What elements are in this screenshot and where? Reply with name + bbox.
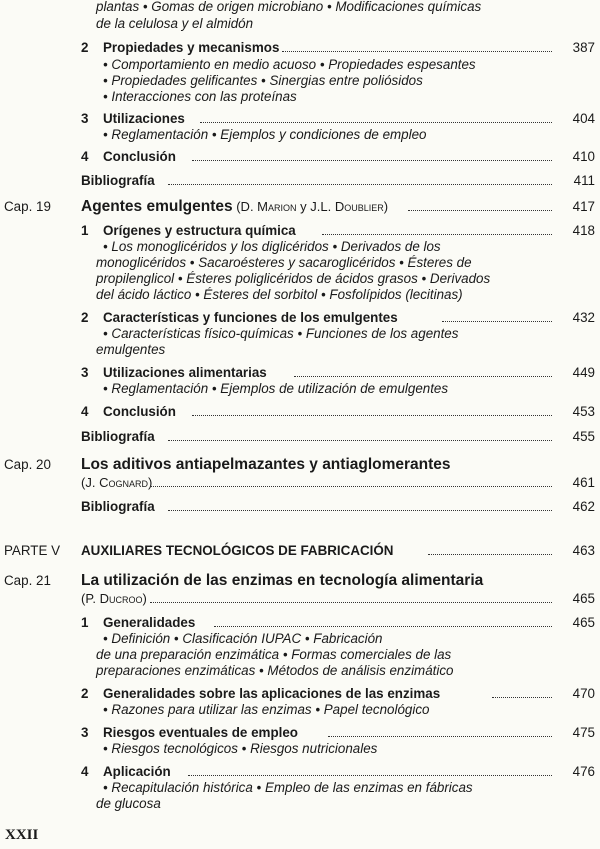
dot-leader (188, 763, 552, 780)
page-number: 470 (572, 686, 595, 701)
toc-entry-ch20-bibliography[interactable]: Bibliografía 462 (81, 499, 595, 514)
dot-leader (408, 198, 552, 215)
toc-entry-ch19-sec1[interactable]: 1 Orígenes y estructura química 418 (81, 223, 595, 238)
page-footer (0, 827, 600, 844)
toc-entry-ch18-sec3[interactable]: 3 Utilizaciones 404 (81, 111, 595, 126)
chapter-label: Cap. 20 (4, 457, 51, 472)
chapter-title: Los aditivos antiapelmazantes y antiaglomerantes (81, 456, 451, 473)
page-number: 461 (572, 475, 595, 490)
chapter-label: Cap. 19 (4, 199, 51, 214)
toc-entry-ch18-bibliography[interactable]: Bibliografía 411 (81, 173, 595, 188)
page-number: 463 (572, 543, 595, 558)
dot-leader (150, 474, 552, 491)
dot-leader (294, 364, 552, 381)
roman-page-number: XXII (5, 827, 39, 843)
toc-chapter-21[interactable] (0, 572, 600, 589)
dot-leader (214, 614, 552, 631)
toc-entry-ch18-sec2[interactable]: 2 Propiedades y mecanismos 387 (81, 40, 595, 55)
page-number: 404 (572, 111, 595, 126)
dot-leader (428, 542, 552, 559)
dot-leader (282, 39, 552, 56)
dot-leader (192, 403, 552, 420)
toc-chapter-21-authors[interactable] (0, 590, 600, 607)
toc-entry-ch19-bibliography[interactable]: Bibliografía 455 (81, 429, 595, 444)
page-number: 417 (572, 199, 595, 214)
toc-entry-ch19-sec3[interactable]: 3 Utilizaciones alimentarias 449 (81, 365, 595, 380)
toc-entry-ch18-sec4[interactable]: 4 Conclusión 410 (81, 149, 595, 164)
part-label: PARTE V (4, 543, 61, 558)
table-of-contents-page: plantas • Gomas de origen microbiano • Modificaciones químicas de la celulosa y el almidón 2 Propiedades y mecanismos 387 • Comportamiento en medio acuoso • Propiedades espesantes • Propiedades gelificantes • Sinergias entre poliósidos • Interacciones con las proteínas 3 Utilizaciones 404 • Reglamentación • Ejemplos y condiciones de empleo 4 Conclusión 410 Bibliografía 411 Cap. 19 Agentes emulgentes (D. Marion y J.L. Doublier) 417 1 Orígenes y estructura química 418 • Los monoglicéridos y los diglicéridos • Derivados de los monoglicéridos • Sacaroésteres y sacaroglicéridos • Ésteres de propilenglicol • Ésteres poliglicéridos de ácidos grasos • Derivados del ácido láctico • Ésteres del sorbitol • Fosfolípidos (lecitinas) 2 Características y funciones de los emulgentes 432 • Características físico-químicas • Funciones de los agentes emulgentes 3 Utilizaciones alimentarias 449 • Reglamentación • Ejemplos de utilización de emulgentes 4 Conclusión 453 Bibliografía 455 Cap. 20 Los aditivos antiapelmazantes y antiaglomerantes (J. Cognard) 461 Bibliografía 462 PARTE V AUXILIARES TECNOLÓGICOS DE FABRICACIÓN 463 Cap. 21 La utilización de las enzimas en tecnología alimentaria (P. Ducroo) 465 1 Generalidades 465 • Definición • Clasificación IUPAC • Fabricación de una preparación enzimática • Formas comerciales de las preparaciones enzimáticas • Métodos de análisis enzimático 2 Generalidades sobre las aplicaciones de las enzimas 470 • Razones para utilizar las enzimas • Papel tecnológico 3 Riesgos eventuales de empleo 475 • Riesgos tecnológicos • Riesgos nutricionales 4 Aplicación 476 • Recapitulación histórica • Empleo de las enzimas en fábricas de glucosa XXII (0, 0, 600, 849)
toc-chapter-19[interactable] (0, 198, 600, 215)
dot-leader (150, 590, 552, 607)
dot-leader (328, 724, 552, 741)
toc-entry-ch21-sec2[interactable]: 2 Generalidades sobre las aplicaciones de las enzimas 470 (81, 686, 595, 701)
dot-leader (492, 685, 552, 702)
toc-chapter-20[interactable] (0, 456, 600, 473)
page-number: 476 (572, 764, 595, 779)
chapter-authors: (P. Ducroo) (81, 591, 147, 606)
chapter-title: La utilización de las enzimas en tecnología alimentaria (81, 572, 484, 589)
page-number: 462 (572, 499, 595, 514)
dot-leader (200, 110, 552, 127)
dot-leader (442, 309, 552, 326)
dot-leader (322, 222, 552, 239)
chapter-authors: (D. Marion y J.L. Doublier) (232, 199, 389, 214)
part-title: AUXILIARES TECNOLÓGICOS DE FABRICACIÓN (81, 543, 394, 558)
page-number: 410 (572, 149, 595, 164)
page-number: 455 (572, 429, 595, 444)
page-number: 387 (572, 40, 595, 55)
page-number: 418 (572, 223, 595, 238)
dot-leader (168, 172, 552, 189)
continuation-topics: plantas • Gomas de origen microbiano • Modificaciones químicas (96, 0, 482, 14)
toc-entry-ch19-sec2[interactable]: 2 Características y funciones de los emulgentes 432 (81, 310, 595, 325)
page-number: 449 (572, 365, 595, 380)
toc-entry-ch21-sec1[interactable]: 1 Generalidades 465 (81, 615, 595, 630)
page-number: 432 (572, 310, 595, 325)
dot-leader (168, 498, 552, 515)
page-number: 411 (573, 173, 595, 188)
chapter-authors: (J. Cognard) (81, 475, 153, 490)
toc-part-5[interactable] (0, 542, 600, 559)
toc-entry-ch21-sec4[interactable]: 4 Aplicación 476 (81, 764, 595, 779)
page-number: 465 (572, 615, 595, 630)
dot-leader (192, 148, 552, 165)
toc-chapter-20-authors[interactable] (0, 474, 600, 491)
chapter-title: Agentes emulgentes (81, 198, 233, 215)
toc-entry-ch21-sec3[interactable]: 3 Riesgos eventuales de empleo 475 (81, 725, 595, 740)
page-number: 475 (572, 725, 595, 740)
page-number: 453 (572, 404, 595, 419)
chapter-label: Cap. 21 (4, 573, 51, 588)
toc-entry-ch19-sec4[interactable]: 4 Conclusión 453 (81, 404, 595, 419)
page-number: 465 (572, 591, 595, 606)
dot-leader (168, 428, 552, 445)
